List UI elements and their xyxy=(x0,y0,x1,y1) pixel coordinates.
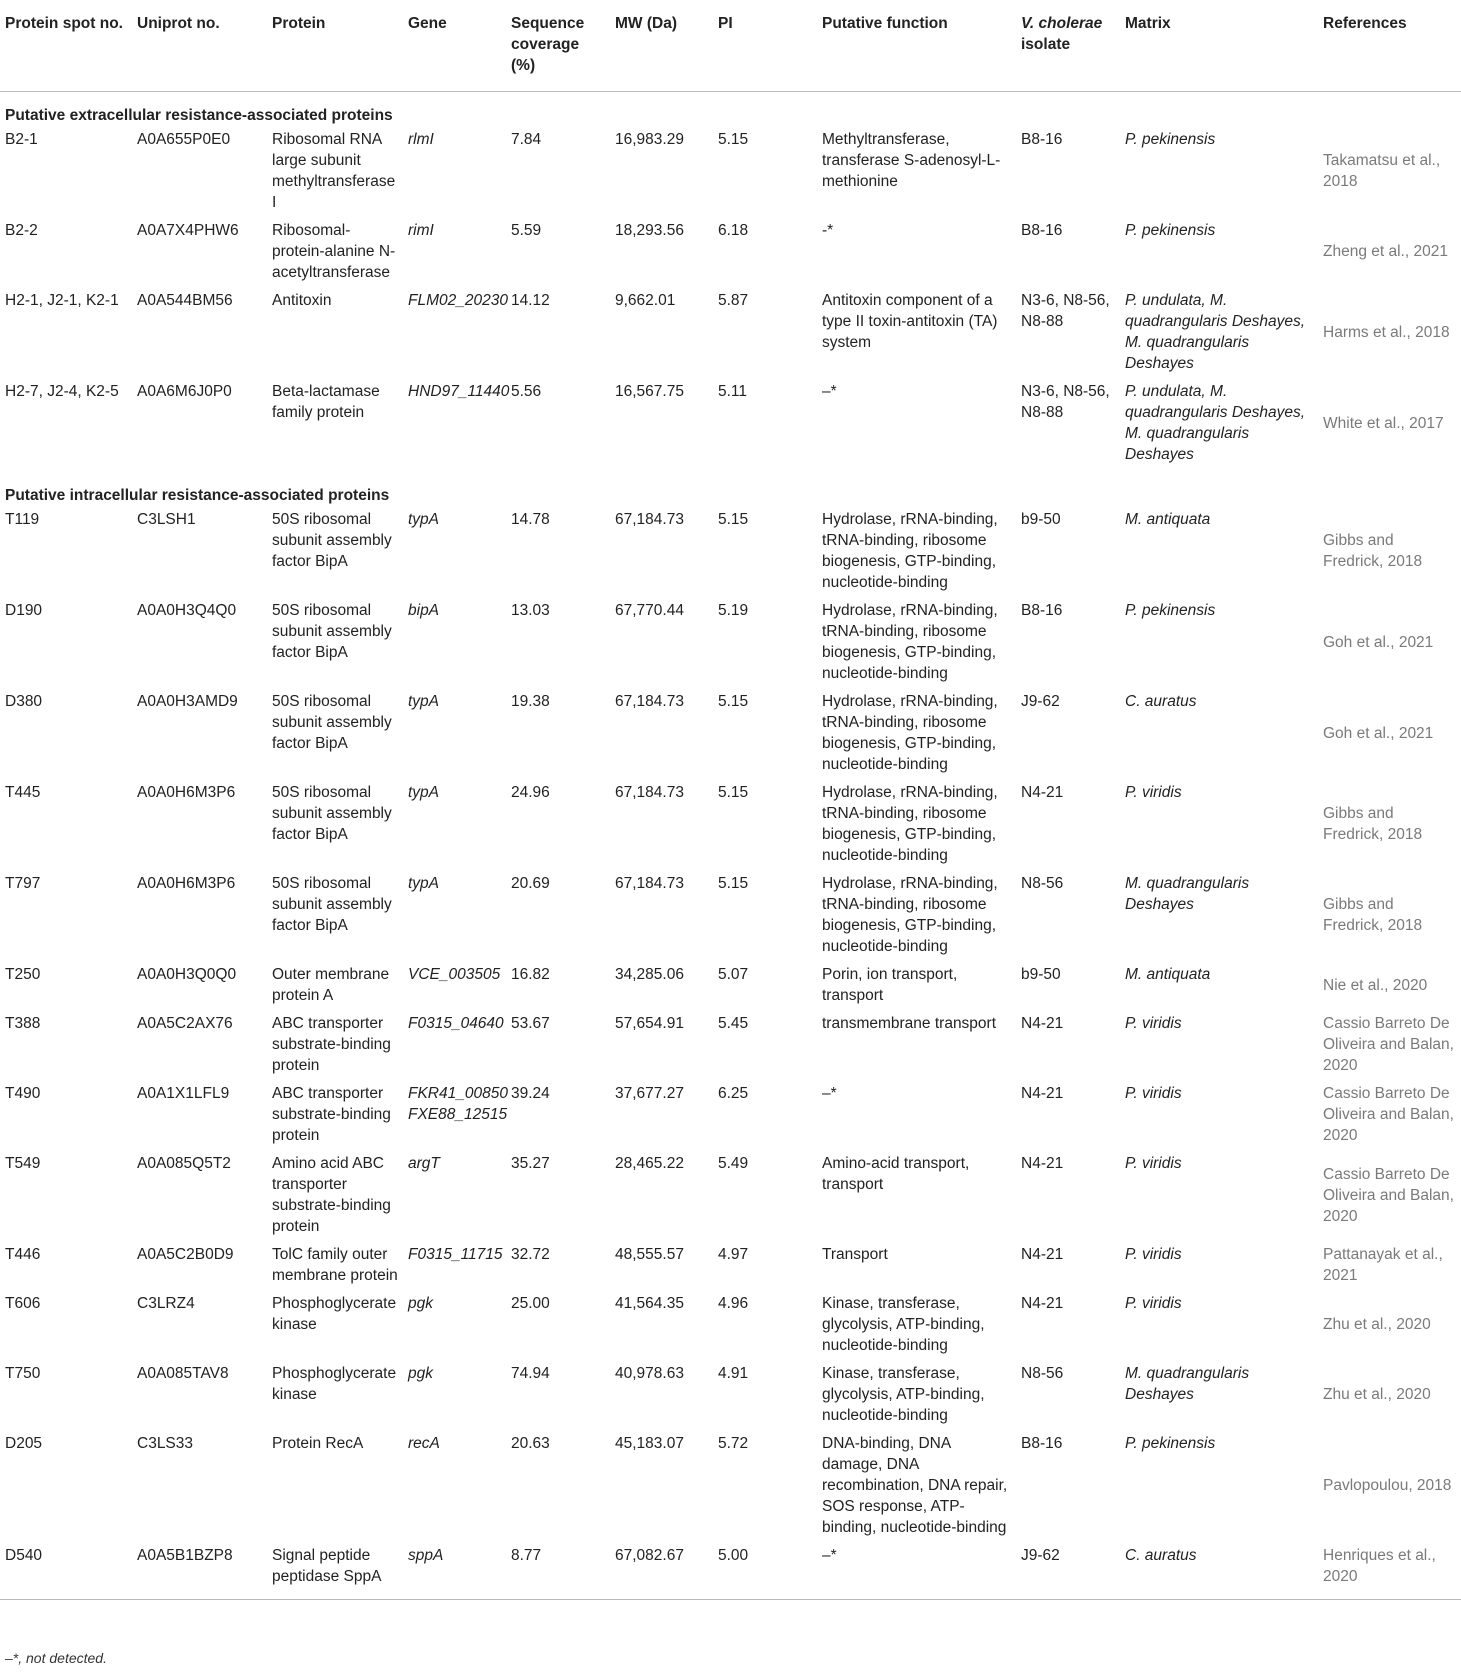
cell-mw: 16,983.29 xyxy=(615,131,684,148)
cell-reference: White et al., 2017 xyxy=(1323,414,1444,432)
cell-mw: 34,285.06 xyxy=(615,966,684,983)
cell-function: transmembrane transport xyxy=(822,1015,997,1032)
cell-mw: 57,654.91 xyxy=(615,1015,684,1032)
cell-matrix: P. pekinensis xyxy=(1125,222,1216,239)
table-row xyxy=(0,1363,1461,1433)
cell-spot: H2-1, J2-1, K2-1 xyxy=(5,292,119,309)
cell-coverage: 25.00 xyxy=(511,1295,550,1312)
cell-mw: 41,564.35 xyxy=(615,1295,684,1312)
cell-matrix: P. viridis xyxy=(1125,1295,1182,1312)
cell-reference: Goh et al., 2021 xyxy=(1323,633,1434,651)
cell-spot: T388 xyxy=(5,1015,41,1032)
cell-pi: 5.19 xyxy=(718,602,749,619)
cell-reference: Zheng et al., 2021 xyxy=(1323,243,1448,260)
cell-coverage: 32.72 xyxy=(511,1246,550,1263)
cell-isolate: N3-6, N8-56, N8-88 xyxy=(1021,383,1110,421)
cell-spot: T250 xyxy=(5,966,41,983)
table-row xyxy=(0,691,1461,782)
cell-coverage: 16.82 xyxy=(511,966,550,983)
table-row xyxy=(0,220,1461,290)
cell-isolate: B8-16 xyxy=(1021,602,1063,619)
cell-spot: B2-1 xyxy=(5,131,38,148)
cell-mw: 45,183.07 xyxy=(615,1435,684,1452)
cell-reference: Nie et al., 2020 xyxy=(1323,976,1428,994)
cell-gene: argT xyxy=(408,1155,440,1172)
footnote: –*, not detected. xyxy=(5,1650,107,1666)
cell-matrix: P. viridis xyxy=(1125,1085,1182,1102)
cell-mw: 67,184.73 xyxy=(615,693,684,710)
cell-coverage: 20.69 xyxy=(511,875,550,892)
header-mw: MW (Da) xyxy=(610,6,713,92)
section-row xyxy=(0,472,1461,509)
table-row xyxy=(0,1545,1461,1600)
cell-isolate: N4-21 xyxy=(1021,1295,1064,1312)
cell-spot: B2-2 xyxy=(5,222,38,239)
cell-coverage: 20.63 xyxy=(511,1435,550,1452)
cell-reference: Cassio Barreto De Oliveira and Balan, 2020 xyxy=(1323,1165,1454,1225)
header-isolate-species: V. cholerae xyxy=(1021,15,1103,32)
cell-pi: 6.25 xyxy=(718,1085,749,1102)
header-spot: Protein spot no. xyxy=(0,6,132,92)
cell-coverage: 13.03 xyxy=(511,602,550,619)
cell-coverage: 53.67 xyxy=(511,1015,550,1032)
cell-reference: Gibbs and Fredrick, 2018 xyxy=(1323,896,1423,934)
cell-protein: ABC transporter substrate-binding protein xyxy=(272,1085,391,1144)
cell-uniprot: A0A544BM56 xyxy=(137,292,233,309)
cell-pi: 5.15 xyxy=(718,511,749,528)
cell-protein: Outer membrane protein A xyxy=(272,966,390,1004)
cell-gene: pgk xyxy=(408,1365,433,1382)
cell-isolate: N8-56 xyxy=(1021,1365,1064,1382)
cell-pi: 5.45 xyxy=(718,1015,749,1032)
cell-mw: 40,978.63 xyxy=(615,1365,684,1382)
cell-gene: FKR41_00850 FXE88_12515 xyxy=(408,1085,508,1123)
cell-spot: T490 xyxy=(5,1085,41,1102)
cell-reference: Pavlopoulou, 2018 xyxy=(1323,1477,1452,1494)
cell-matrix: C. auratus xyxy=(1125,1547,1197,1564)
cell-function: Kinase, transferase, glycolysis, ATP-binding, nucleotide-binding xyxy=(822,1295,985,1354)
cell-protein: Ribosomal RNA large subunit methyltransferase I xyxy=(272,131,396,211)
cell-protein: 50S ribosomal subunit assembly factor BipA xyxy=(272,784,392,843)
cell-matrix: P. viridis xyxy=(1125,1246,1182,1263)
cell-spot: T606 xyxy=(5,1295,41,1312)
cell-coverage: 14.78 xyxy=(511,511,550,528)
cell-mw: 16,567.75 xyxy=(615,383,684,400)
cell-function: Porin, ion transport, transport xyxy=(822,966,958,1004)
cell-matrix: P. pekinensis xyxy=(1125,602,1216,619)
cell-gene: typA xyxy=(408,875,440,892)
cell-spot: T119 xyxy=(5,511,40,528)
cell-function: Hydrolase, rRNA-binding, tRNA-binding, ribosome biogenesis, GTP-binding, nucleotide-binding xyxy=(822,693,998,773)
cell-pi: 5.15 xyxy=(718,784,749,801)
cell-pi: 5.49 xyxy=(718,1155,749,1172)
cell-matrix: P. undulata, M. quadrangularis Deshayes, M. quadrangularis Deshayes xyxy=(1125,383,1306,463)
section-title: Putative intracellular resistance-associated proteins xyxy=(5,487,390,504)
cell-isolate: J9-62 xyxy=(1021,693,1060,710)
cell-matrix: M. quadrangularis Deshayes xyxy=(1125,1365,1250,1403)
cell-pi: 5.11 xyxy=(718,383,748,400)
table-row xyxy=(0,129,1461,220)
cell-matrix: C. auratus xyxy=(1125,693,1197,710)
cell-function: Amino-acid transport, transport xyxy=(822,1155,970,1193)
cell-reference: Pattanayak et al., 2021 xyxy=(1323,1246,1443,1284)
cell-function: Methyltransferase, transferase S-adenosyl-L-methionine xyxy=(822,131,1001,190)
cell-pi: 5.15 xyxy=(718,875,749,892)
cell-gene: pgk xyxy=(408,1295,433,1312)
cell-gene: FLM02_20230 xyxy=(408,292,508,309)
cell-pi: 5.15 xyxy=(718,693,749,710)
cell-mw: 48,555.57 xyxy=(615,1246,684,1263)
cell-uniprot: A0A0H6M3P6 xyxy=(137,875,236,892)
cell-gene: recA xyxy=(408,1435,440,1452)
cell-gene: HND97_11440 xyxy=(408,383,510,400)
table-row xyxy=(0,782,1461,873)
cell-pi: 5.72 xyxy=(718,1435,749,1452)
header-protein: Protein xyxy=(267,6,403,92)
table-row xyxy=(0,381,1461,472)
cell-protein: Antitoxin xyxy=(272,292,332,309)
table-row xyxy=(0,509,1461,600)
cell-matrix: M. quadrangularis Deshayes xyxy=(1125,875,1250,913)
cell-mw: 28,465.22 xyxy=(615,1155,684,1172)
cell-uniprot: A0A0H6M3P6 xyxy=(137,784,236,801)
cell-uniprot: A0A5B1BZP8 xyxy=(137,1547,233,1564)
cell-gene: bipA xyxy=(408,602,440,619)
header-isolate xyxy=(1016,6,1120,92)
cell-matrix: P. viridis xyxy=(1125,1155,1182,1172)
cell-function: Hydrolase, rRNA-binding, tRNA-binding, ribosome biogenesis, GTP-binding, nucleotide-binding xyxy=(822,784,998,864)
cell-gene: sppA xyxy=(408,1547,444,1564)
cell-reference: Gibbs and Fredrick, 2018 xyxy=(1323,805,1423,843)
cell-uniprot: A0A5C2B0D9 xyxy=(137,1246,234,1263)
cell-isolate: b9-50 xyxy=(1021,966,1061,983)
cell-protein: ABC transporter substrate-binding protein xyxy=(272,1015,391,1074)
cell-protein: Phosphoglycerate kinase xyxy=(272,1365,397,1403)
table-row xyxy=(0,1433,1461,1545)
cell-isolate: N4-21 xyxy=(1021,784,1064,801)
cell-isolate: N4-21 xyxy=(1021,1246,1064,1263)
header-pi: PI xyxy=(713,6,817,92)
cell-reference: Gibbs and Fredrick, 2018 xyxy=(1323,532,1423,570)
cell-spot: H2-7, J2-4, K2-5 xyxy=(5,383,119,400)
cell-isolate: B8-16 xyxy=(1021,222,1063,239)
cell-coverage: 5.59 xyxy=(511,222,542,239)
cell-mw: 37,677.27 xyxy=(615,1085,684,1102)
table-row xyxy=(0,1013,1461,1083)
cell-uniprot: C3LS33 xyxy=(137,1435,194,1452)
table-row xyxy=(0,1244,1461,1293)
cell-function: –* xyxy=(822,383,837,400)
cell-function: -* xyxy=(822,222,834,239)
cell-reference: Zhu et al., 2020 xyxy=(1323,1386,1431,1403)
cell-isolate: b9-50 xyxy=(1021,511,1061,528)
cell-pi: 4.97 xyxy=(718,1246,749,1263)
cell-uniprot: A0A1X1LFL9 xyxy=(137,1085,230,1102)
cell-coverage: 5.56 xyxy=(511,383,542,400)
cell-protein: 50S ribosomal subunit assembly factor BipA xyxy=(272,511,392,570)
table-row xyxy=(0,964,1461,1013)
header-matrix: Matrix xyxy=(1120,6,1318,92)
cell-reference: Henriques et al., 2020 xyxy=(1323,1547,1436,1585)
cell-isolate: B8-16 xyxy=(1021,131,1063,148)
cell-mw: 67,184.73 xyxy=(615,875,684,892)
header-isolate-word: isolate xyxy=(1021,36,1071,53)
cell-pi: 6.18 xyxy=(718,222,749,239)
cell-gene: F0315_11715 xyxy=(408,1246,503,1263)
section-row xyxy=(0,92,1461,130)
cell-pi: 4.91 xyxy=(718,1365,749,1382)
cell-spot: D540 xyxy=(5,1547,43,1564)
cell-isolate: N4-21 xyxy=(1021,1155,1064,1172)
cell-matrix: M. antiquata xyxy=(1125,966,1211,983)
cell-mw: 67,184.73 xyxy=(615,511,684,528)
cell-matrix: M. antiquata xyxy=(1125,511,1211,528)
protein-table xyxy=(0,6,1461,1600)
cell-uniprot: A0A0H3Q4Q0 xyxy=(137,602,237,619)
cell-reference: Zhu et al., 2020 xyxy=(1323,1316,1431,1333)
cell-coverage: 35.27 xyxy=(511,1155,550,1172)
cell-mw: 67,184.73 xyxy=(615,784,684,801)
cell-uniprot: A0A655P0E0 xyxy=(137,131,231,148)
cell-function: Antitoxin component of a type II toxin-antitoxin (TA) system xyxy=(822,292,998,351)
cell-function: Kinase, transferase, glycolysis, ATP-binding, nucleotide-binding xyxy=(822,1365,985,1424)
cell-isolate: N8-56 xyxy=(1021,875,1064,892)
cell-gene: typA xyxy=(408,511,440,528)
cell-coverage: 39.24 xyxy=(511,1085,550,1102)
cell-uniprot: A0A5C2AX76 xyxy=(137,1015,233,1032)
cell-coverage: 14.12 xyxy=(511,292,550,309)
section-title: Putative extracellular resistance-associated proteins xyxy=(5,107,393,124)
cell-protein: Ribosomal-protein-alanine N-acetyltransferase xyxy=(272,222,396,281)
cell-pi: 5.15 xyxy=(718,131,749,148)
cell-uniprot: A0A085TAV8 xyxy=(137,1365,229,1382)
cell-matrix: P. undulata, M. quadrangularis Deshayes, M. quadrangularis Deshayes xyxy=(1125,292,1306,372)
cell-coverage: 8.77 xyxy=(511,1547,542,1564)
cell-spot: T445 xyxy=(5,784,41,801)
table-row xyxy=(0,290,1461,381)
cell-coverage: 24.96 xyxy=(511,784,550,801)
cell-reference: Takamatsu et al., 2018 xyxy=(1323,152,1441,190)
cell-gene: VCE_003505 xyxy=(408,966,501,983)
cell-matrix: P. pekinensis xyxy=(1125,131,1216,148)
cell-function: Transport xyxy=(822,1246,888,1263)
cell-uniprot: A0A6M6J0P0 xyxy=(137,383,232,400)
cell-protein: 50S ribosomal subunit assembly factor BipA xyxy=(272,602,392,661)
cell-reference: Cassio Barreto De Oliveira and Balan, 2020 xyxy=(1323,1015,1454,1074)
cell-mw: 67,770.44 xyxy=(615,602,684,619)
cell-function: Hydrolase, rRNA-binding, tRNA-binding, ribosome biogenesis, GTP-binding, nucleotide-binding xyxy=(822,602,998,682)
table-row xyxy=(0,1293,1461,1363)
cell-coverage: 7.84 xyxy=(511,131,542,148)
cell-gene: typA xyxy=(408,693,440,710)
cell-function: –* xyxy=(822,1085,837,1102)
cell-spot: T446 xyxy=(5,1246,41,1263)
cell-matrix: P. viridis xyxy=(1125,1015,1182,1032)
cell-isolate: J9-62 xyxy=(1021,1547,1060,1564)
cell-reference: Harms et al., 2018 xyxy=(1323,323,1450,341)
cell-protein: Signal peptide peptidase SppA xyxy=(272,1547,382,1585)
cell-spot: D205 xyxy=(5,1435,43,1452)
header-gene: Gene xyxy=(403,6,506,92)
cell-uniprot: A0A7X4PHW6 xyxy=(137,222,239,239)
cell-gene: F0315_04640 xyxy=(408,1015,504,1032)
cell-spot: D380 xyxy=(5,693,43,710)
cell-coverage: 19.38 xyxy=(511,693,550,710)
cell-pi: 5.87 xyxy=(718,292,749,309)
cell-uniprot: A0A085Q5T2 xyxy=(137,1155,231,1172)
cell-reference: Goh et al., 2021 xyxy=(1323,724,1434,742)
cell-isolate: B8-16 xyxy=(1021,1435,1063,1452)
table-row xyxy=(0,600,1461,691)
cell-isolate: N4-21 xyxy=(1021,1085,1064,1102)
table-row xyxy=(0,1153,1461,1244)
cell-uniprot: A0A0H3Q0Q0 xyxy=(137,966,237,983)
cell-isolate: N4-21 xyxy=(1021,1015,1064,1032)
cell-protein: Phosphoglycerate kinase xyxy=(272,1295,397,1333)
cell-function: Hydrolase, rRNA-binding, tRNA-binding, ribosome biogenesis, GTP-binding, nucleotide-binding xyxy=(822,875,998,955)
cell-protein: Protein RecA xyxy=(272,1435,364,1452)
cell-coverage: 74.94 xyxy=(511,1365,550,1382)
cell-mw: 18,293.56 xyxy=(615,222,684,239)
header-uniprot: Uniprot no. xyxy=(132,6,267,92)
cell-pi: 5.00 xyxy=(718,1547,749,1564)
table-body xyxy=(0,92,1461,1600)
header-coverage: Sequence coverage (%) xyxy=(506,6,610,92)
cell-gene: rimI xyxy=(408,222,434,239)
cell-spot: T549 xyxy=(5,1155,41,1172)
table-row xyxy=(0,1083,1461,1153)
cell-uniprot: C3LRZ4 xyxy=(137,1295,195,1312)
cell-function: Hydrolase, rRNA-binding, tRNA-binding, ribosome biogenesis, GTP-binding, nucleotide-binding xyxy=(822,511,998,591)
cell-mw: 67,082.67 xyxy=(615,1547,684,1564)
cell-gene: typA xyxy=(408,784,440,801)
cell-protein: Beta-lactamase family protein xyxy=(272,383,380,421)
cell-mw: 9,662.01 xyxy=(615,292,676,309)
cell-pi: 5.07 xyxy=(718,966,749,983)
cell-function: –* xyxy=(822,1547,837,1564)
cell-matrix: P. viridis xyxy=(1125,784,1182,801)
table-header-row xyxy=(0,6,1461,92)
cell-uniprot: A0A0H3AMD9 xyxy=(137,693,238,710)
cell-matrix: P. pekinensis xyxy=(1125,1435,1216,1452)
cell-protein: Amino acid ABC transporter substrate-binding protein xyxy=(272,1155,391,1235)
cell-protein: TolC family outer membrane protein xyxy=(272,1246,398,1284)
cell-function: DNA-binding, DNA damage, DNA recombination, DNA repair, SOS response, ATP-binding, nucleotide-binding xyxy=(822,1435,1008,1536)
cell-uniprot: C3LSH1 xyxy=(137,511,196,528)
cell-protein: 50S ribosomal subunit assembly factor BipA xyxy=(272,875,392,934)
cell-gene: rlmI xyxy=(408,131,434,148)
cell-isolate: N3-6, N8-56, N8-88 xyxy=(1021,292,1110,330)
cell-spot: D190 xyxy=(5,602,43,619)
cell-spot: T797 xyxy=(5,875,41,892)
header-references: References xyxy=(1318,6,1461,92)
table-row xyxy=(0,873,1461,964)
cell-reference: Cassio Barreto De Oliveira and Balan, 2020 xyxy=(1323,1085,1454,1144)
cell-pi: 4.96 xyxy=(718,1295,749,1312)
cell-protein: 50S ribosomal subunit assembly factor BipA xyxy=(272,693,392,752)
header-function: Putative function xyxy=(817,6,1016,92)
cell-spot: T750 xyxy=(5,1365,41,1382)
